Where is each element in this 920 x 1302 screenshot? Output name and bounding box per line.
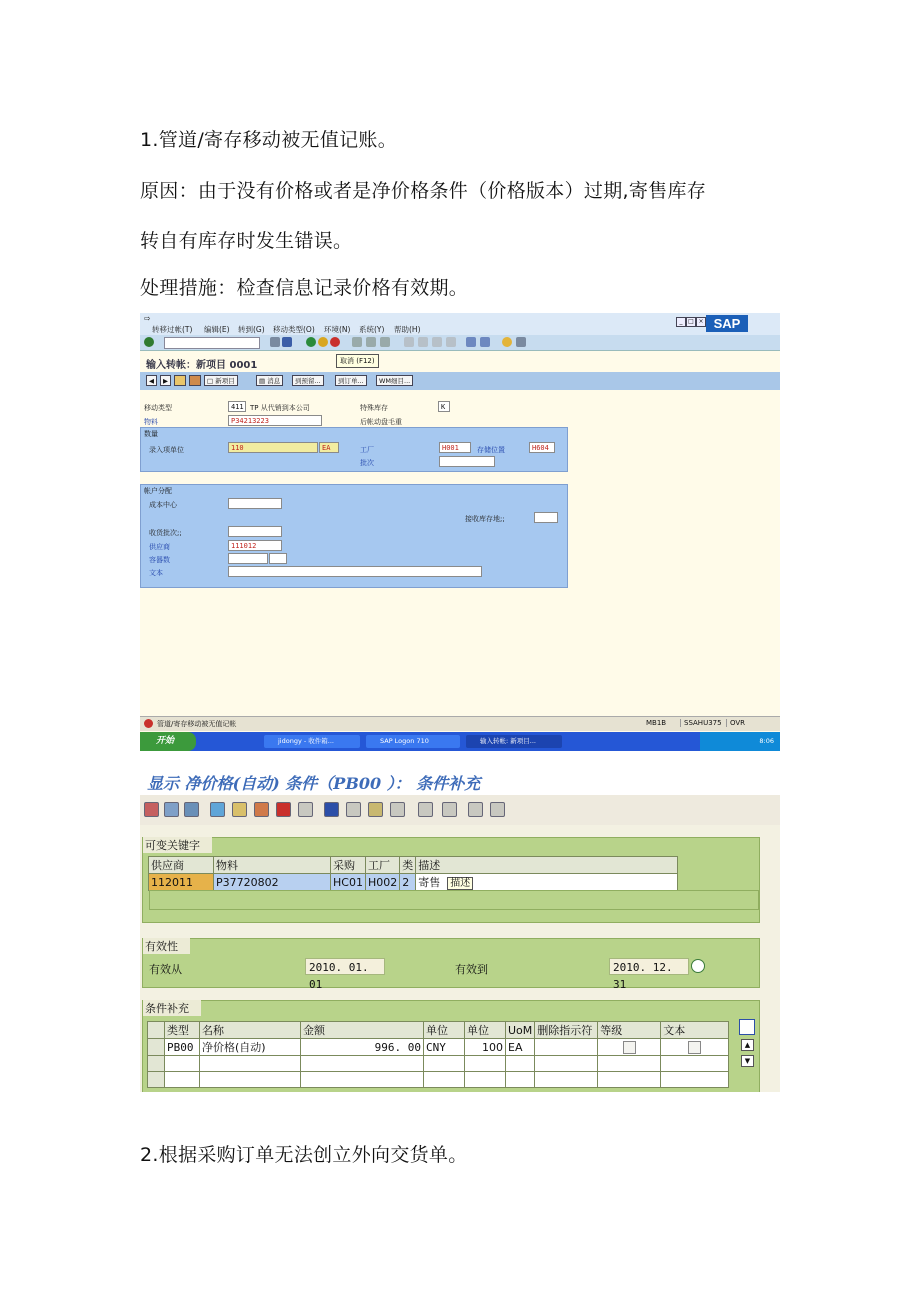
condition-supplements-title: 条件补充 bbox=[143, 1000, 201, 1016]
print-icon[interactable] bbox=[144, 802, 159, 817]
batch-label: 批次 bbox=[360, 459, 374, 467]
movement-type-label: 移动类型 bbox=[144, 404, 172, 412]
batch-field[interactable] bbox=[439, 456, 495, 467]
exit-icon[interactable] bbox=[318, 337, 328, 347]
key-icon[interactable] bbox=[368, 802, 383, 817]
storage-location-field[interactable]: H604 bbox=[529, 442, 555, 453]
menu-item-goto[interactable]: 转到(G) bbox=[238, 325, 265, 334]
wm-detail-button[interactable]: WM细目... bbox=[376, 375, 413, 386]
text-checkbox[interactable] bbox=[688, 1041, 701, 1054]
help-icon[interactable] bbox=[502, 337, 512, 347]
condition-icon[interactable] bbox=[346, 802, 361, 817]
menu-item-movement-type[interactable]: 移动类型(O) bbox=[273, 325, 315, 334]
header-purch-org: 采购 bbox=[331, 857, 366, 874]
description-value: 寄售 bbox=[418, 876, 441, 889]
variable-keys-title: 可变关键字 bbox=[143, 837, 212, 853]
supp-empty-row bbox=[148, 1072, 729, 1088]
status-message[interactable]: 管道/寄存移动被无值记帐 bbox=[157, 720, 237, 728]
print-icon[interactable] bbox=[352, 337, 362, 347]
supp-empty-row bbox=[148, 1056, 729, 1072]
menu-item-system[interactable]: 系统(Y) bbox=[359, 325, 385, 334]
title-bar bbox=[140, 351, 780, 371]
document-icon[interactable] bbox=[442, 802, 457, 817]
next-page-icon[interactable] bbox=[432, 337, 442, 347]
special-stock-label: 特殊库存 bbox=[360, 404, 388, 412]
new-item-label: 新项目 bbox=[215, 377, 235, 385]
cost-center-field[interactable] bbox=[228, 498, 282, 509]
movement-type-desc: TP 从代销到本公司 bbox=[250, 404, 310, 412]
sap-condition-screenshot bbox=[140, 795, 780, 1092]
container-unit-field[interactable] bbox=[269, 553, 287, 564]
material-field[interactable]: P34213223 bbox=[228, 415, 322, 426]
cause-text: 原因：由于没有价格或者是净价格条件（价格版本）过期,寄售库存 bbox=[140, 180, 707, 202]
uom-cell[interactable]: EA bbox=[506, 1039, 535, 1056]
text-label: 文本 bbox=[149, 569, 163, 577]
account-group-title: 帐户分配 bbox=[144, 487, 172, 495]
error-icon bbox=[144, 719, 153, 728]
overview-icon[interactable] bbox=[184, 802, 199, 817]
header-plant: 工厂 bbox=[365, 857, 399, 874]
new-item-button[interactable]: □ 新项目 bbox=[204, 375, 238, 386]
account-assignment-group bbox=[140, 484, 568, 588]
text-field[interactable] bbox=[228, 566, 482, 577]
scale-icon[interactable] bbox=[390, 802, 405, 817]
taskbar-sap-logon[interactable]: SAP Logon 710 bbox=[366, 735, 460, 748]
insert-mode[interactable]: OVR bbox=[726, 719, 745, 727]
row-selector[interactable] bbox=[148, 1039, 165, 1056]
prev-page-icon[interactable] bbox=[418, 337, 428, 347]
windows-taskbar bbox=[140, 732, 780, 751]
container-label: 容器数 bbox=[149, 556, 170, 564]
start-button[interactable]: 开始 bbox=[140, 732, 196, 751]
to-reserve-button[interactable]: 到预留... bbox=[292, 375, 324, 386]
page-icon[interactable] bbox=[468, 802, 483, 817]
find-next-icon[interactable] bbox=[380, 337, 390, 347]
deletion-cell bbox=[535, 1039, 598, 1056]
quantity-group bbox=[140, 427, 568, 472]
detail-icon[interactable] bbox=[164, 802, 179, 817]
amount-cell[interactable]: 996. 00 bbox=[301, 1039, 424, 1056]
row-selector-header bbox=[148, 1022, 165, 1039]
condition-supplements-group bbox=[142, 1000, 760, 1092]
supp-header-row bbox=[148, 1022, 729, 1039]
cancel-tooltip: 取消 (F12) bbox=[336, 354, 379, 368]
info-icon[interactable] bbox=[324, 802, 339, 817]
heading-2: 2.根据采购订单无法创立外向交货单。 bbox=[140, 1144, 468, 1166]
valid-from-label: 有效从 bbox=[149, 963, 182, 976]
supp-data-row bbox=[148, 1039, 729, 1056]
variable-keys-group bbox=[142, 837, 760, 923]
unit-field[interactable]: EA bbox=[319, 442, 339, 453]
condition-toolbar bbox=[140, 795, 780, 825]
command-field[interactable] bbox=[164, 337, 260, 349]
keys-empty-area bbox=[149, 890, 759, 910]
header-type: 类型 bbox=[165, 1022, 200, 1039]
goods-recipient-field[interactable] bbox=[228, 526, 282, 537]
description-cell bbox=[416, 874, 678, 891]
server-name: SSAHU375 bbox=[680, 719, 722, 727]
taskbar-mail[interactable]: jidongy - 收件箱... bbox=[264, 735, 360, 748]
taskbar-transfer[interactable]: 输入转帐: 新项目... bbox=[466, 735, 562, 748]
validity-refresh-icon[interactable] bbox=[691, 959, 705, 973]
shortcut-icon[interactable] bbox=[480, 337, 490, 347]
screen-title: 输入转帐：新项目 0001 bbox=[146, 360, 258, 371]
person-icon[interactable] bbox=[174, 375, 186, 386]
cost-center-label: 成本中心 bbox=[149, 501, 177, 509]
container-field[interactable] bbox=[228, 553, 268, 564]
header-unit: 单位 bbox=[424, 1022, 465, 1039]
header-scale: 等级 bbox=[598, 1022, 661, 1039]
sap-logo: SAP bbox=[706, 315, 748, 332]
scale-checkbox[interactable] bbox=[623, 1041, 636, 1054]
header-vendor: 供应商 bbox=[149, 857, 214, 874]
material-label: 物料 bbox=[144, 418, 158, 426]
supplements-table bbox=[147, 1021, 729, 1088]
menu-arrow-icon[interactable]: ⇨ bbox=[144, 314, 151, 323]
header-amount: 金额 bbox=[301, 1022, 424, 1039]
cause-text-cont: 转自有库存时发生错误。 bbox=[140, 230, 353, 252]
description-tooltip: 描述 bbox=[447, 877, 473, 890]
menu-item-posting[interactable]: 转移过帐(T) bbox=[152, 325, 193, 334]
header-description: 描述 bbox=[416, 857, 678, 874]
header-material: 物料 bbox=[214, 857, 331, 874]
create-session-icon[interactable] bbox=[466, 337, 476, 347]
menu-bar bbox=[140, 313, 780, 335]
cancel-icon[interactable] bbox=[330, 337, 340, 347]
type-cell[interactable]: PB00 bbox=[165, 1039, 200, 1056]
find-icon[interactable] bbox=[366, 337, 376, 347]
next-item-icon[interactable]: ▶ bbox=[160, 375, 171, 386]
variable-keys-table bbox=[148, 856, 678, 891]
sap-transfer-posting-screenshot bbox=[140, 313, 780, 751]
header-category: 类 bbox=[400, 857, 416, 874]
validity-title: 有效性 bbox=[143, 938, 190, 954]
menu-item-help[interactable]: 帮助(H) bbox=[394, 325, 421, 334]
maximize-icon[interactable]: □ bbox=[686, 317, 696, 327]
plant-cell[interactable]: H002 bbox=[365, 874, 399, 891]
prev-item-icon[interactable]: ◀ bbox=[146, 375, 157, 386]
receiving-sloc-field[interactable] bbox=[534, 512, 558, 523]
scale-cell bbox=[598, 1039, 661, 1056]
menu-item-environment[interactable]: 环境(N) bbox=[324, 325, 351, 334]
purch-org-cell[interactable]: HC01 bbox=[331, 874, 366, 891]
valid-from-field[interactable]: 2010. 01. 01 bbox=[305, 958, 385, 975]
special-stock-field[interactable]: K bbox=[438, 401, 450, 412]
plant-label: 工厂 bbox=[360, 446, 374, 454]
next-icon[interactable] bbox=[490, 802, 505, 817]
calendar-icon[interactable] bbox=[254, 802, 269, 817]
header-text: 文本 bbox=[661, 1022, 729, 1039]
enter-icon[interactable] bbox=[144, 337, 154, 347]
valid-to-field[interactable]: 2010. 12. 31 bbox=[609, 958, 689, 975]
system-clock: 8:06 bbox=[700, 732, 780, 751]
minimize-icon[interactable]: _ bbox=[676, 317, 686, 327]
status-bar bbox=[140, 716, 780, 731]
text-cell bbox=[661, 1039, 729, 1056]
back-icon[interactable] bbox=[306, 337, 316, 347]
backflush-label: 后帐动盘毛重 bbox=[360, 418, 402, 426]
last-page-icon[interactable] bbox=[446, 337, 456, 347]
close-icon[interactable]: × bbox=[696, 317, 706, 327]
currency-cell[interactable]: CNY bbox=[424, 1039, 465, 1056]
copy-icon[interactable] bbox=[232, 802, 247, 817]
transaction-code: MB1B bbox=[646, 719, 667, 727]
key-data-row bbox=[149, 874, 678, 891]
vendor-label: 供应商 bbox=[149, 543, 170, 551]
quantity-field[interactable]: 110 bbox=[228, 442, 318, 453]
validity-group bbox=[142, 938, 760, 991]
edit-icon[interactable] bbox=[298, 802, 313, 817]
condition-screen-caption: 显示 净价格(自动) 条件（PB00 ）： 条件补充 bbox=[147, 774, 481, 793]
category-cell[interactable]: 2 bbox=[400, 874, 416, 891]
per-cell[interactable]: 100 bbox=[465, 1039, 506, 1056]
message-button[interactable]: ▤ 消息 bbox=[256, 375, 283, 386]
layout-menu-icon[interactable] bbox=[516, 337, 526, 347]
message-label: 消息 bbox=[267, 377, 281, 385]
vendor-field[interactable]: 111012 bbox=[228, 540, 282, 551]
back-arrow-icon[interactable] bbox=[270, 337, 280, 347]
heading-1: 1.管道/寄存移动被无值记账。 bbox=[140, 129, 398, 151]
header-per: 单位 bbox=[465, 1022, 506, 1039]
scroll-down-icon[interactable]: ▼ bbox=[741, 1055, 754, 1067]
user-icon[interactable] bbox=[418, 802, 433, 817]
hold-icon[interactable] bbox=[189, 375, 201, 386]
vendor-cell[interactable]: 112011 bbox=[149, 874, 214, 891]
storage-location-label: 存储位置 bbox=[477, 446, 505, 454]
standard-toolbar bbox=[140, 335, 780, 351]
menu-item-edit[interactable]: 编辑(E) bbox=[204, 325, 230, 334]
application-toolbar bbox=[140, 372, 780, 390]
first-page-icon[interactable] bbox=[404, 337, 414, 347]
header-name: 名称 bbox=[200, 1022, 301, 1039]
quantity-group-title: 数量 bbox=[144, 430, 158, 438]
save-icon[interactable] bbox=[282, 337, 292, 347]
valid-to-label: 有效到 bbox=[455, 963, 488, 976]
gift-icon[interactable] bbox=[276, 802, 291, 817]
scroll-up-icon[interactable]: ▲ bbox=[741, 1039, 754, 1051]
measure-text: 处理措施：检查信息记录价格有效期。 bbox=[140, 277, 469, 299]
table-settings-icon[interactable] bbox=[739, 1019, 755, 1035]
key-header-row bbox=[149, 857, 678, 874]
goods-recipient-label: 收货批次;; bbox=[149, 529, 182, 537]
graphic-icon[interactable] bbox=[210, 802, 225, 817]
to-order-button[interactable]: 到订单... bbox=[335, 375, 367, 386]
name-cell: 净价格(自动) bbox=[200, 1039, 301, 1056]
receiving-sloc-label: 接收库存地;; bbox=[465, 515, 505, 523]
material-cell[interactable]: P37720802 bbox=[214, 874, 331, 891]
header-uom: UoM bbox=[506, 1022, 535, 1039]
header-deletion: 删除指示符 bbox=[535, 1022, 598, 1039]
plant-field[interactable]: H001 bbox=[439, 442, 471, 453]
qty-unit-label: 录入项单位 bbox=[149, 446, 184, 454]
movement-type-field[interactable]: 411 bbox=[228, 401, 246, 412]
